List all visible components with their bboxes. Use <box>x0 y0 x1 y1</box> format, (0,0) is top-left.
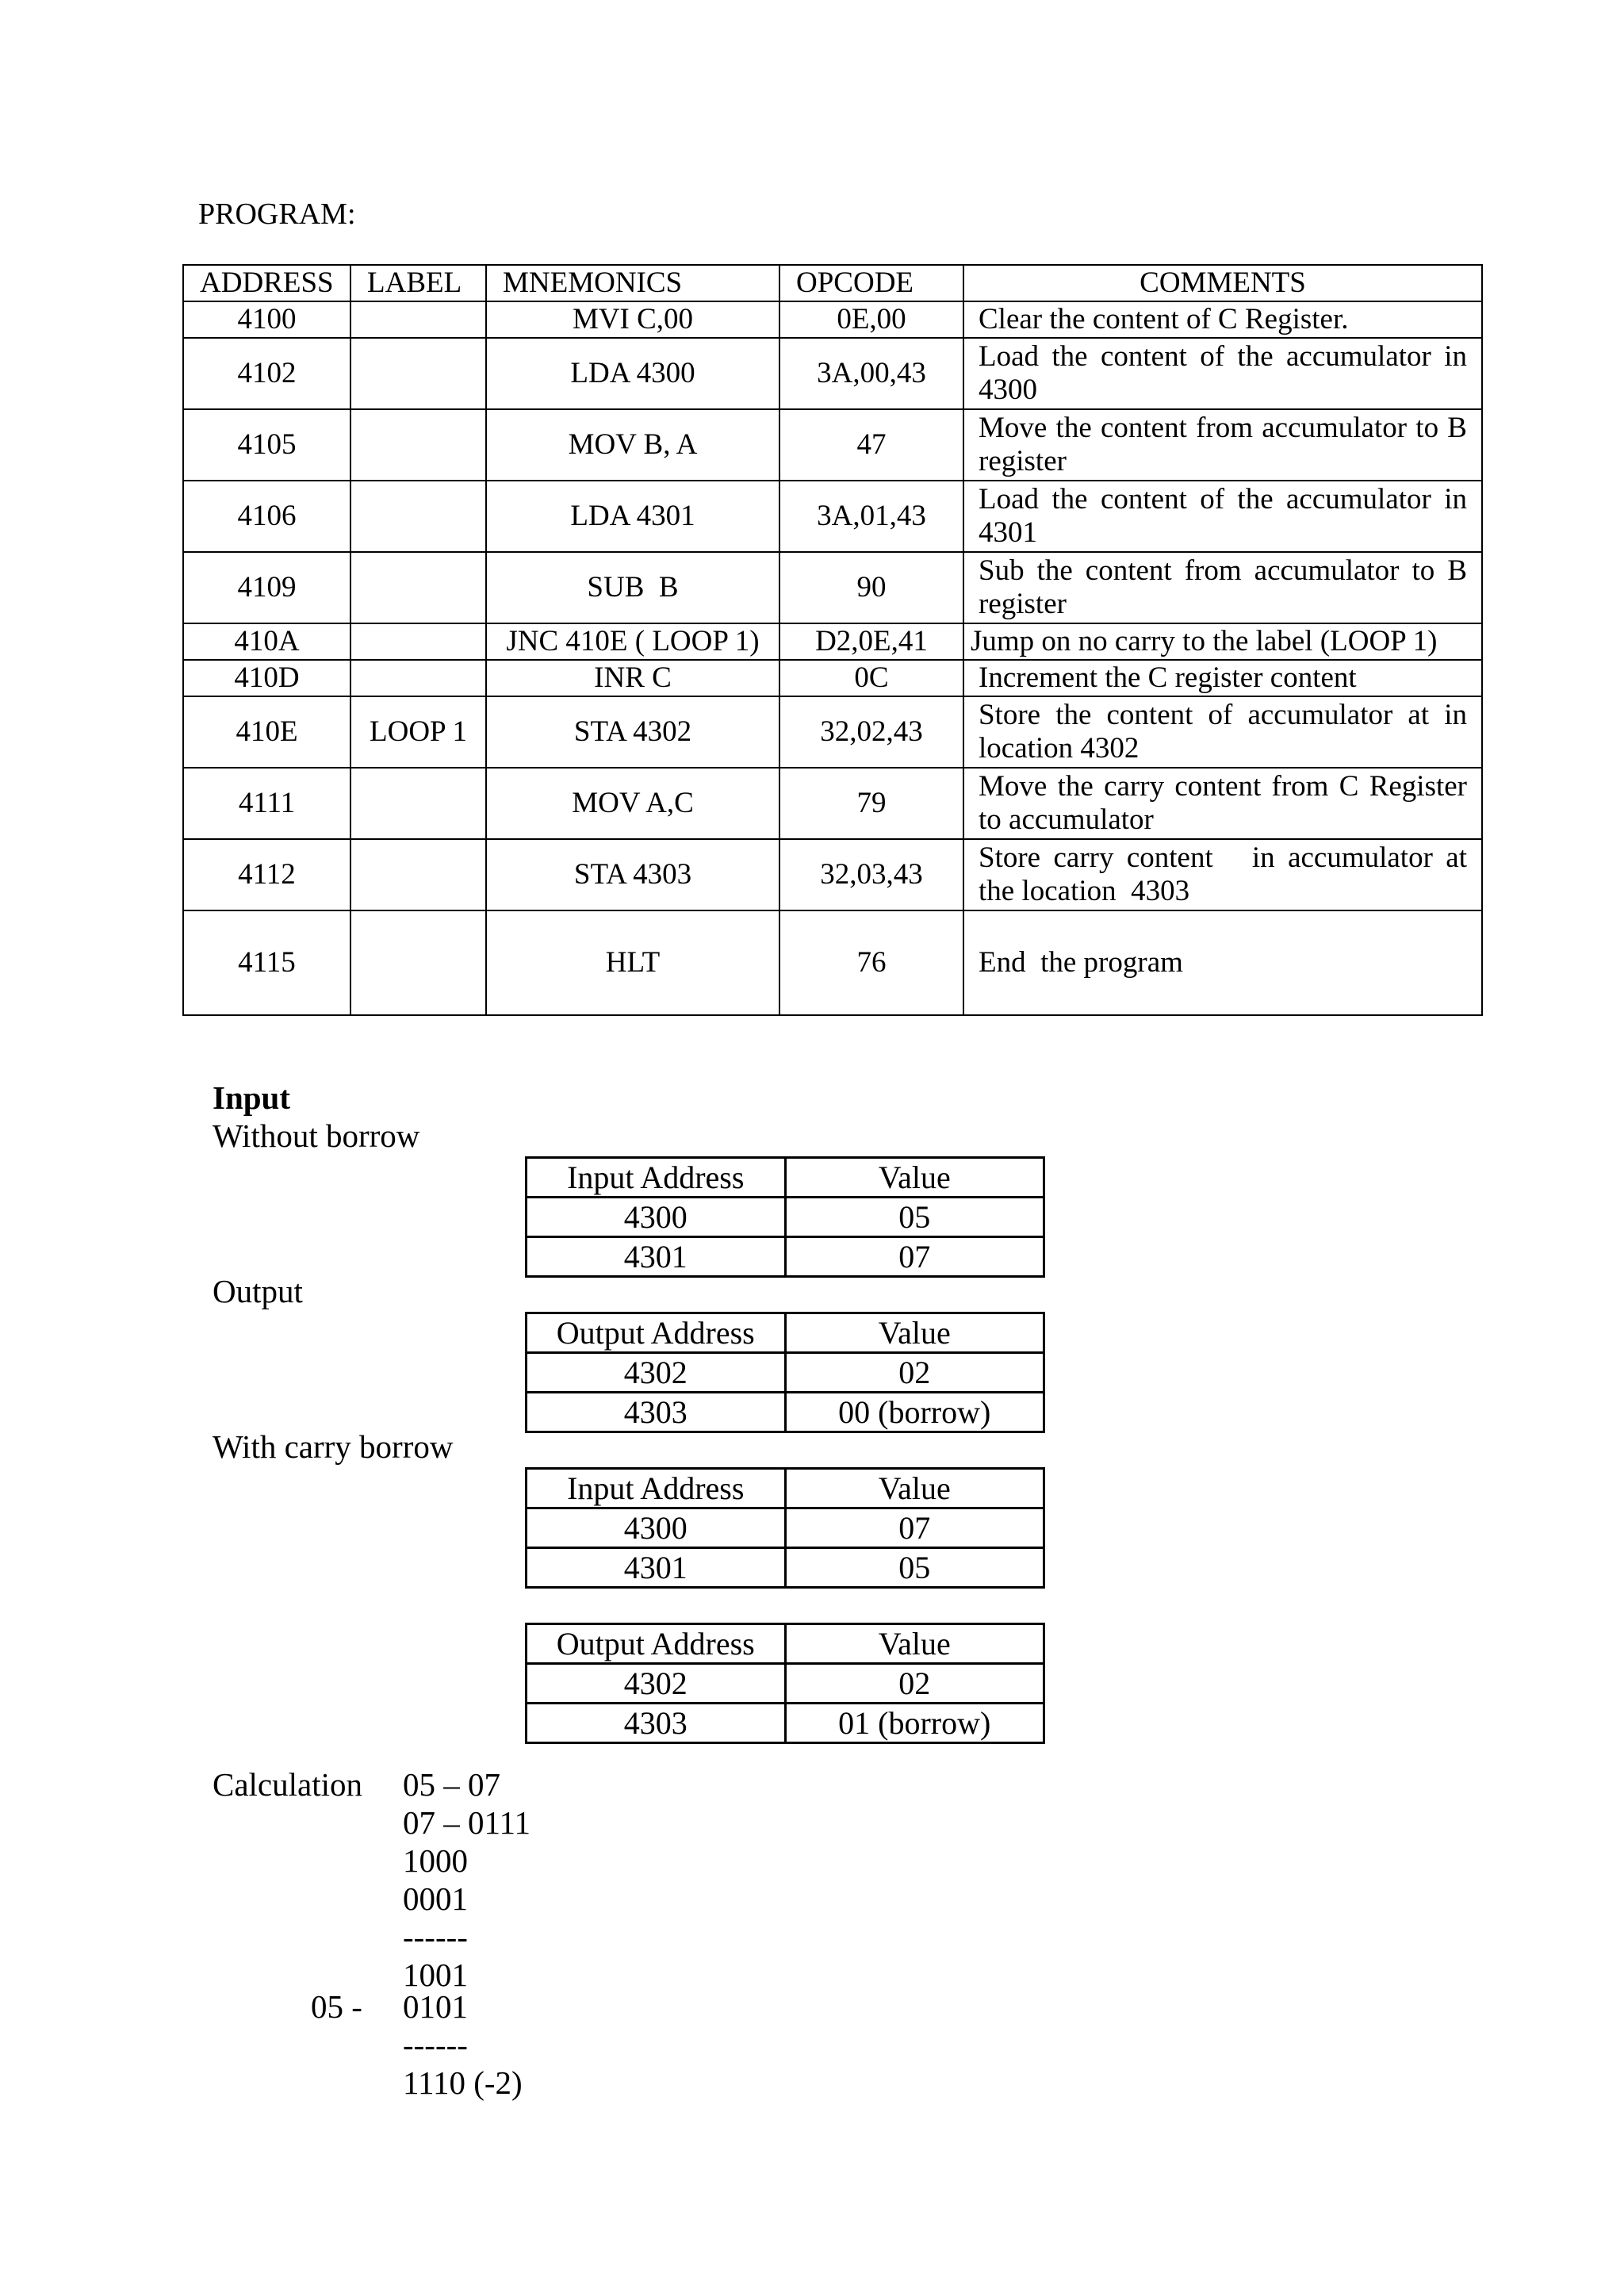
table-row <box>527 1237 1044 1277</box>
header-input-address: Input Address <box>527 1158 786 1198</box>
cell-comment: Move the carry content from C Register to accumulator <box>963 768 1482 839</box>
program-table-header-row <box>183 265 1482 301</box>
cell-mnemonic: LDA 4301 <box>486 481 779 552</box>
cell-address: 4300 <box>527 1198 786 1237</box>
cell-address: 4301 <box>527 1237 786 1277</box>
table-row <box>183 839 1482 910</box>
cell-address: 4301 <box>527 1548 786 1588</box>
table-row <box>183 552 1482 623</box>
table-row <box>183 910 1482 1015</box>
cell-opcode: 0E,00 <box>779 301 963 338</box>
table-header-row <box>527 1469 1044 1508</box>
cell-value: 07 <box>785 1237 1044 1277</box>
header-output-address: Output Address <box>527 1313 786 1353</box>
cell-mnemonic: MOV B, A <box>486 409 779 481</box>
cell-label <box>350 768 486 839</box>
calculation-line: ------ <box>403 1918 468 1955</box>
cell-address: 4100 <box>183 301 350 338</box>
cell-label <box>350 552 486 623</box>
table-row <box>527 1508 1044 1548</box>
header-comments: COMMENTS <box>963 265 1482 301</box>
table-row <box>527 1393 1044 1432</box>
cell-address: 4112 <box>183 839 350 910</box>
cell-mnemonic: MVI C,00 <box>486 301 779 338</box>
calculation-line: 0101 <box>403 1988 468 2025</box>
cell-comment: Sub the content from accumulator to B register <box>963 552 1482 623</box>
cell-address: 4302 <box>527 1353 786 1393</box>
header-opcode: OPCODE <box>779 265 963 301</box>
output-table-without-borrow <box>525 1312 1045 1433</box>
cell-mnemonic: MOV A,C <box>486 768 779 839</box>
cell-opcode: 90 <box>779 552 963 623</box>
table-row <box>183 409 1482 481</box>
cell-opcode: 3A,01,43 <box>779 481 963 552</box>
cell-opcode: 32,03,43 <box>779 839 963 910</box>
input-table-with-borrow <box>525 1467 1045 1589</box>
cell-label <box>350 301 486 338</box>
header-value: Value <box>785 1469 1044 1508</box>
table-row <box>527 1198 1044 1237</box>
cell-mnemonic: SUB B <box>486 552 779 623</box>
table-header-row <box>527 1624 1044 1664</box>
cell-address: 410A <box>183 623 350 660</box>
cell-label <box>350 660 486 696</box>
cell-comment: Jump on no carry to the label (LOOP 1) <box>963 623 1482 660</box>
cell-comment: Increment the C register content <box>963 660 1482 696</box>
cell-comment: Move the content from accumulator to B register <box>963 409 1482 481</box>
cell-value: 02 <box>785 1664 1044 1704</box>
cell-comment: Store the content of accumulator at in location 4302 <box>963 696 1482 768</box>
cell-mnemonic: LDA 4300 <box>486 338 779 409</box>
cell-value: 07 <box>785 1508 1044 1548</box>
cell-address: 4303 <box>527 1704 786 1743</box>
cell-address: 4115 <box>183 910 350 1015</box>
cell-value: 02 <box>785 1353 1044 1393</box>
header-value: Value <box>785 1624 1044 1664</box>
page-heading: PROGRAM: <box>198 197 356 231</box>
calculation-line: 05 – 07 <box>403 1766 500 1803</box>
cell-mnemonic: JNC 410E ( LOOP 1) <box>486 623 779 660</box>
table-row <box>183 301 1482 338</box>
cell-comment: Load the content of the accumulator in 4301 <box>963 481 1482 552</box>
cell-address: 410E <box>183 696 350 768</box>
header-value: Value <box>785 1158 1044 1198</box>
header-mnemonics: MNEMONICS <box>486 265 779 301</box>
table-header-row <box>527 1158 1044 1198</box>
cell-mnemonic: INR C <box>486 660 779 696</box>
cell-value: 00 (borrow) <box>785 1393 1044 1432</box>
calculation-line: 0001 <box>403 1880 468 1917</box>
cell-opcode: 0C <box>779 660 963 696</box>
calculation-line: 1001 <box>403 1957 468 1993</box>
table-row <box>183 768 1482 839</box>
cell-label <box>350 623 486 660</box>
header-output-address: Output Address <box>527 1624 786 1664</box>
cell-address: 4111 <box>183 768 350 839</box>
calculation-line: 07 – 0111 <box>403 1804 530 1841</box>
calculation-line: ------ <box>403 2026 468 2063</box>
cell-comment: End the program <box>963 910 1482 1015</box>
calculation-line: 1000 <box>403 1842 468 1879</box>
table-row <box>183 338 1482 409</box>
cell-label: LOOP 1 <box>350 696 486 768</box>
table-row <box>183 623 1482 660</box>
cell-address: 410D <box>183 660 350 696</box>
output-table-with-borrow <box>525 1623 1045 1744</box>
cell-comment: Load the content of the accumulator in 4300 <box>963 338 1482 409</box>
input-table-without-borrow <box>525 1156 1045 1278</box>
header-label: LABEL <box>350 265 486 301</box>
without-borrow-label: Without borrow <box>213 1117 420 1154</box>
cell-label <box>350 409 486 481</box>
calculation-line: 1110 (-2) <box>403 2064 523 2101</box>
cell-address: 4303 <box>527 1393 786 1432</box>
cell-opcode: 79 <box>779 768 963 839</box>
cell-address: 4109 <box>183 552 350 623</box>
header-input-address: Input Address <box>527 1469 786 1508</box>
cell-value: 05 <box>785 1548 1044 1588</box>
cell-address: 4106 <box>183 481 350 552</box>
calculation-label: Calculation <box>213 1766 363 1803</box>
cell-address: 4302 <box>527 1664 786 1704</box>
cell-address: 4102 <box>183 338 350 409</box>
cell-mnemonic: STA 4302 <box>486 696 779 768</box>
cell-opcode: 47 <box>779 409 963 481</box>
table-row <box>183 660 1482 696</box>
cell-value: 05 <box>785 1198 1044 1237</box>
cell-value: 01 (borrow) <box>785 1704 1044 1743</box>
with-carry-borrow-label: With carry borrow <box>213 1428 454 1465</box>
cell-opcode: 3A,00,43 <box>779 338 963 409</box>
table-header-row <box>527 1313 1044 1353</box>
table-row <box>183 696 1482 768</box>
cell-label <box>350 338 486 409</box>
cell-label <box>350 481 486 552</box>
cell-address: 4300 <box>527 1508 786 1548</box>
calculation-prefix: 05 - <box>311 1988 362 2025</box>
cell-opcode: 76 <box>779 910 963 1015</box>
header-address: ADDRESS <box>183 265 350 301</box>
cell-opcode: D2,0E,41 <box>779 623 963 660</box>
cell-mnemonic: HLT <box>486 910 779 1015</box>
cell-label <box>350 839 486 910</box>
table-row <box>527 1548 1044 1588</box>
output-label: Output <box>213 1273 303 1309</box>
table-row <box>527 1704 1044 1743</box>
cell-label <box>350 910 486 1015</box>
table-row <box>183 481 1482 552</box>
cell-opcode: 32,02,43 <box>779 696 963 768</box>
table-row <box>527 1353 1044 1393</box>
cell-comment: Store carry content in accumulator at the location 4303 <box>963 839 1482 910</box>
cell-comment: Clear the content of C Register. <box>963 301 1482 338</box>
input-title: Input <box>213 1079 291 1116</box>
cell-mnemonic: STA 4303 <box>486 839 779 910</box>
program-table <box>182 264 1483 1016</box>
header-value: Value <box>785 1313 1044 1353</box>
cell-address: 4105 <box>183 409 350 481</box>
table-row <box>527 1664 1044 1704</box>
